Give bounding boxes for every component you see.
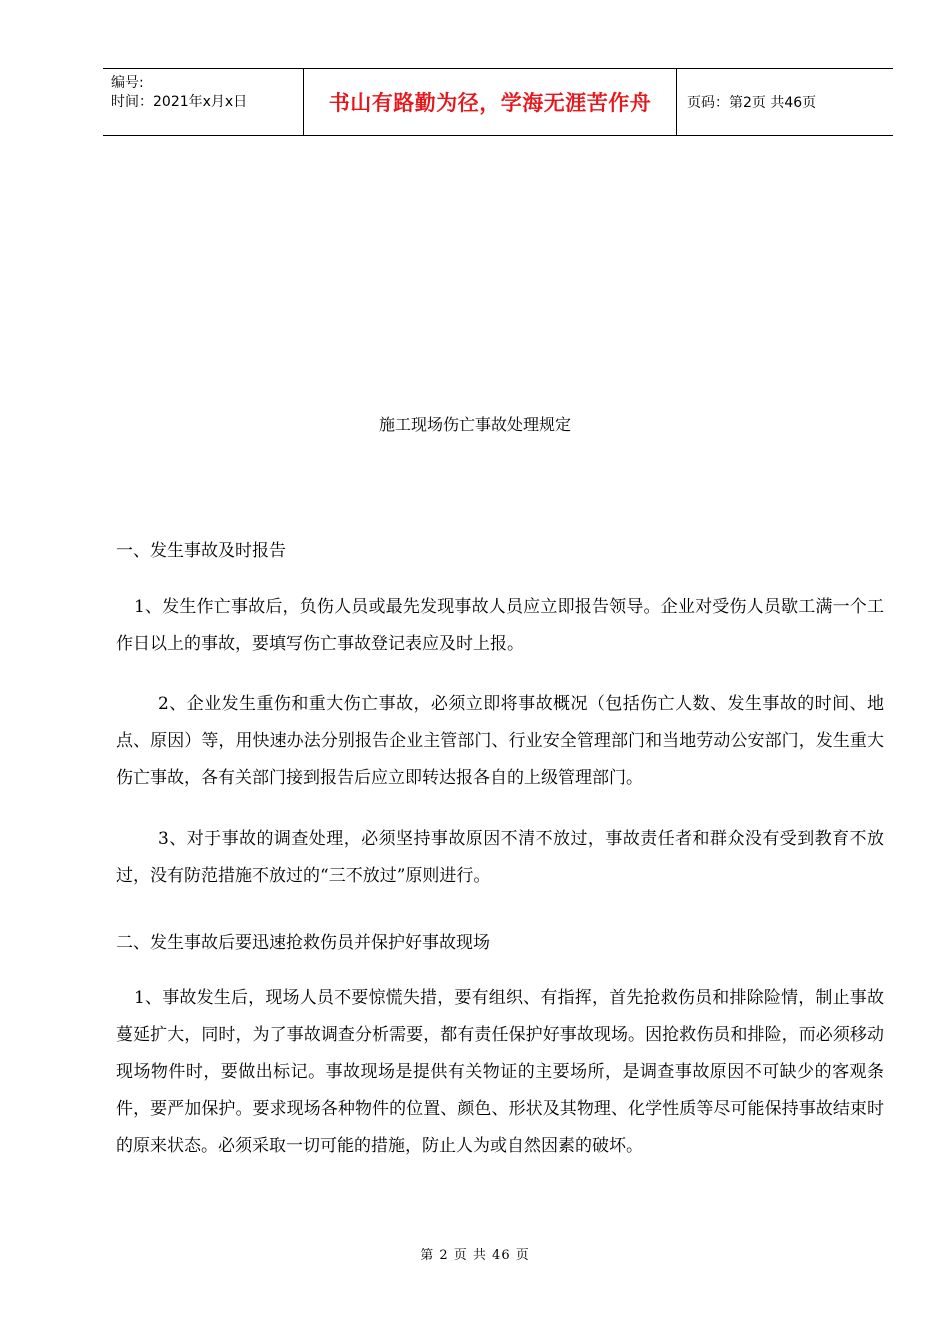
page-footer: 第 2 页 共 46 页 xyxy=(420,1248,530,1263)
paragraph-2-1: 1、事故发生后，现场人员不要惊慌失措，要有组织、有指挥，首先抢救伤员和排除险情，制止事故蔓延扩大，同时，为了事故调查分析需要，都有责任保护好事故现场。因抢救伤员和排险，而必须移动现场物件时，要做出标记。事故现场是提供有关物证的主要场所，是调查事故原因不可缺少的客观条件，要严加保护。要求现场各种物件的位置、颜色、形状及其物理、化学性质等尽可能保持事故结束时的原来状态。必须采取一切可能的措施，防止人为或自然因素的破坏。 xyxy=(116,988,884,1156)
paragraph-1-2: 2、企业发生重伤和重大伤亡事故，必须立即将事故概况（包括伤亡人数、发生事故的时间、地点、原因）等，用快速办法分别报告企业主管部门、行业安全管理部门和当地劳动公安部门，发生重大伤亡事故，各有关部门接到报告后应立即转达报各自的上级管理部门。 xyxy=(116,694,884,788)
section-heading-1: 一、发生事故及时报告 xyxy=(116,541,286,561)
header-motto-cell xyxy=(304,69,677,135)
header-page-cell xyxy=(677,69,893,135)
page-info: 页码：第2页 共46页 xyxy=(687,95,817,111)
paragraph-1-1: 1、发生作亡事故后，负伤人员或最先发现事故人员应立即报告领导。企业对受伤人员歇工满一个工作日以上的事故，要填写伤亡事故登记表应及时上报。 xyxy=(116,597,884,654)
header-meta-cell xyxy=(103,69,304,135)
serial-label: 编号: xyxy=(111,75,144,91)
document-title: 施工现场伤亡事故处理规定 xyxy=(378,415,571,434)
section-heading-2: 二、发生事故后要迅速抢救伤员并保护好事故现场 xyxy=(116,933,490,953)
page-header xyxy=(103,68,893,136)
motto-text: 书山有路勤为径，学海无涯苦作舟 xyxy=(328,91,652,115)
paragraph-1-3: 3、对于事故的调查处理，必须坚持事故原因不清不放过，事故责任者和群众没有受到教育不放过，没有防范措施不放过的“三不放过”原则进行。 xyxy=(116,829,884,886)
time-label: 时间：2021年x月x日 xyxy=(111,94,248,110)
